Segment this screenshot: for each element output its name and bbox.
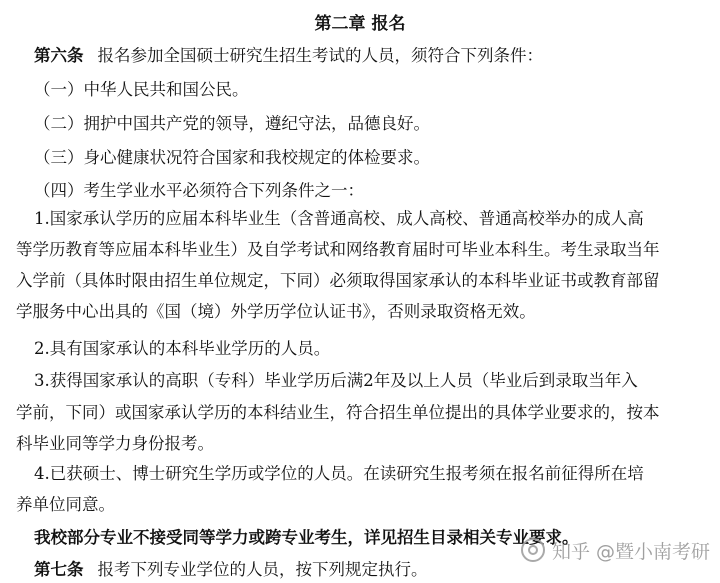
item-3-line-3: 科毕业同等学力身份报考。	[16, 434, 214, 453]
watermark	[521, 535, 710, 565]
article-7-number: 第七条	[34, 560, 84, 579]
condition-4: （四）考生学业水平必须符合下列条件之一：	[34, 181, 364, 200]
item-3-line-1: 3.获得国家承认的高职（专科）毕业学历后满2年及以上人员（毕业后到录取当年入	[34, 371, 638, 390]
item-1-line-1: 1.国家承认学历的应届本科毕业生（含普通高校、成人高校、普通高校举办的成人高	[34, 209, 644, 228]
condition-3: （三）身心健康状况符合国家和我校规定的体检要求。	[34, 148, 430, 167]
item-1-line-2: 等学历教育等应届本科毕业生）及自学考试和网络教育届时可毕业本科生。考生录取当年	[16, 240, 660, 259]
condition-2: （二）拥护中国共产党的领导，遵纪守法，品德良好。	[34, 114, 430, 133]
condition-1: （一）中华人民共和国公民。	[34, 80, 249, 99]
article-7	[34, 560, 428, 580]
article-7-text: 报考下列专业学位的人员，按下列规定执行。	[97, 560, 428, 579]
item-3-line-2: 学前，下同）或国家承认学历的本科结业生，符合招生单位提出的具体学业要求的，按本	[16, 403, 660, 422]
item-1-line-3: 入学前（具体时限由招生单位规定，下同）必须取得国家承认的本科毕业证书或教育部留	[16, 271, 660, 290]
notice-text: 我校部分专业不接受同等学力或跨专业考生，详见招生目录相关专业要求。	[34, 528, 579, 547]
item-4-line-1: 4.已获硕士、博士研究生学历或学位的人员。在读研究生报考须在报名前征得所在培	[34, 464, 644, 483]
zhihu-at-icon	[521, 538, 545, 562]
article-6	[34, 46, 543, 66]
item-2: 2.具有国家承认的本科毕业学历的人员。	[34, 339, 331, 358]
article-6-number: 第六条	[34, 46, 84, 65]
item-1-line-4: 学服务中心出具的《国（境）外学历学位认证书》，否则录取资格无效。	[16, 302, 536, 321]
item-4-line-2: 养单位同意。	[16, 495, 115, 514]
watermark-text: 知乎 @暨小南考研	[551, 540, 710, 563]
article-6-text: 报名参加全国硕士研究生招生考试的人员，须符合下列条件：	[97, 46, 543, 65]
chapter-title: 第二章 报名	[314, 14, 406, 34]
